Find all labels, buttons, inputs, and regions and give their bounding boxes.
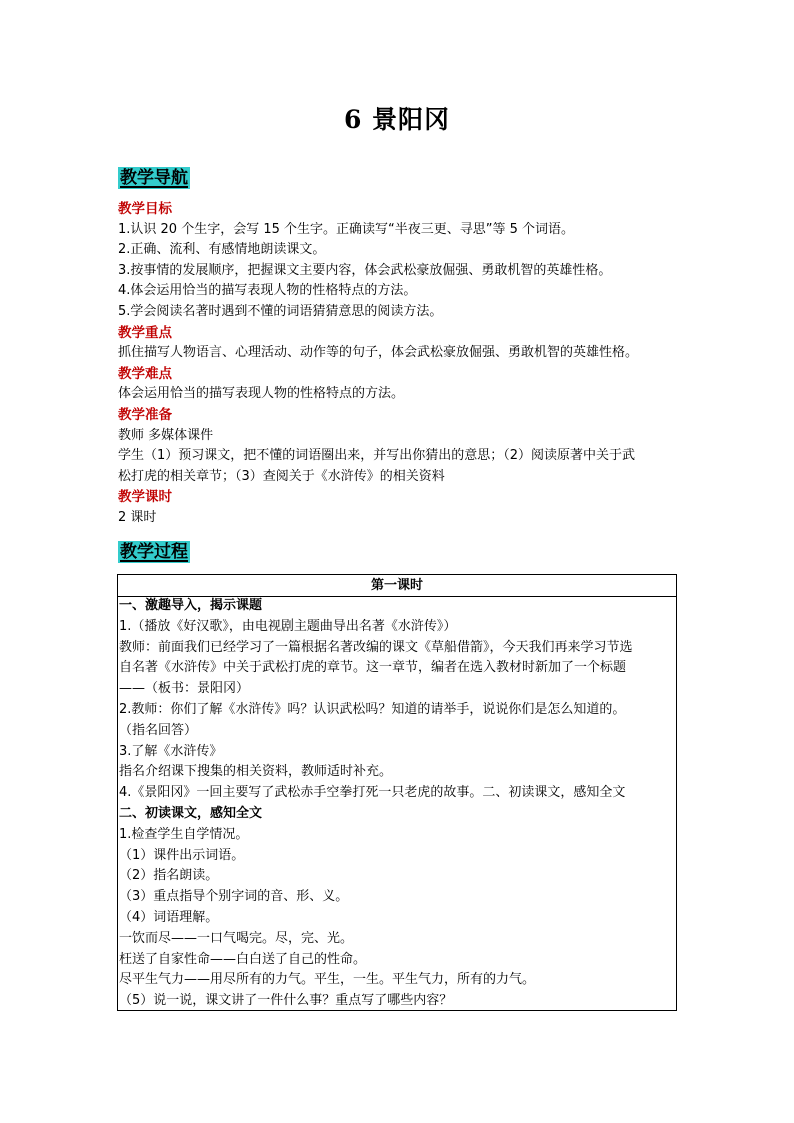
goal-item: 2.正确、流利、有感情地朗读课文。 (118, 242, 326, 258)
prep-teacher: 教师 多媒体课件 (118, 427, 214, 443)
difficulty-text: 体会运用恰当的描写表现人物的性格特点的方法。 (118, 386, 405, 402)
lesson-heading: 一、激趣导入，揭示课题 (119, 598, 263, 613)
lesson-line: 2.教师：你们了解《水浒传》吗？认识武松吗？知道的请举手，说说你们是怎么知道的。 (119, 701, 626, 717)
page-title: 6 景阳冈 (343, 105, 451, 134)
lesson-line: 尽平生气力——用尽所有的力气。平生，一生。平生气力，所有的力气。 (119, 972, 536, 988)
lesson-line: 1.（播放《好汉歌》，由电视剧主题曲导出名著《水浒传》） (119, 618, 457, 634)
lesson-line: ——（板书：景阳冈） (119, 681, 250, 697)
hours-label: 教学课时 (118, 489, 172, 506)
lesson-line: 3.了解《水浒传》 (119, 743, 223, 759)
lesson-line: 一饮而尽——一口气喝完。尽，完、光。 (119, 930, 354, 946)
lesson-line: 4.《景阳冈》一回主要写了武松赤手空拳打死一只老虎的故事。二、初读课文，感知全文 (119, 785, 626, 801)
key-text: 抓住描写人物语言、心理活动、动作等的句子，体会武松豪放倔强、勇敢机智的英雄性格。 (118, 345, 639, 361)
lesson-line: 教师：前面我们已经学习了一篇根据名著改编的课文《草船借箭》，今天我们再来学习节选 (119, 639, 633, 655)
goal-item: 4.体会运用恰当的描写表现人物的性格特点的方法。 (118, 283, 417, 299)
goal-item: 3.按事情的发展顺序，把握课文主要内容，体会武松豪放倔强、勇敢机智的英雄性格。 (118, 262, 612, 278)
lesson-line: 1.检查学生自学情况。 (119, 826, 249, 842)
lesson-period-title: 第一课时 (370, 578, 423, 593)
section-heading-teaching-guide: 教学导航 (120, 168, 188, 188)
prep-label: 教学准备 (118, 406, 172, 423)
lesson-line: 枉送了自家性命——白白送了自己的性命。 (119, 951, 367, 967)
lesson-line: （指名回答） (119, 722, 198, 738)
lesson-table-content (119, 575, 675, 1012)
lesson-heading: 二、初读课文，感知全文 (119, 805, 263, 821)
goal-item: 5.学会阅读名著时遇到不懂的词语猜猜意思的阅读方法。 (118, 303, 443, 319)
key-label: 教学重点 (118, 324, 172, 341)
lesson-line: （1）课件出示词语。 (119, 847, 245, 863)
hours-text: 2 课时 (118, 509, 157, 525)
lesson-line: （3）重点指导个别字词的音、形、义。 (119, 889, 349, 905)
difficulty-label: 教学难点 (118, 365, 172, 382)
section-heading-teaching-process: 教学过程 (120, 542, 188, 562)
lesson-line: （2）指名朗读。 (119, 868, 219, 884)
lesson-line: 自名著《水浒传》中关于武松打虎的章节。这一章节，编者在选入教材时新加了一个标题 (119, 660, 627, 676)
lesson-line: （5）说一说，课文讲了一件什么事？重点写了哪些内容？ (119, 993, 453, 1009)
lesson-table (117, 574, 677, 1011)
prep-student-line: 学生（1）预习课文，把不懂的词语圈出来，并写出你猜出的意思；（2）阅读原著中关于武 (118, 448, 636, 464)
teaching-guide-content (118, 199, 678, 529)
prep-student-line: 松打虎的相关章节；（3）查阅关于《水浒传》的相关资料 (118, 468, 445, 484)
goal-item: 1.认识 20 个生字，会写 15 个生字。正确读写“半夜三更、寻思”等 5 个词语。 (118, 221, 575, 237)
lesson-line: 指名介绍课下搜集的相关资料，教师适时补充。 (119, 764, 393, 780)
goal-label: 教学目标 (118, 201, 172, 217)
lesson-line: （4）词语理解。 (119, 909, 219, 925)
